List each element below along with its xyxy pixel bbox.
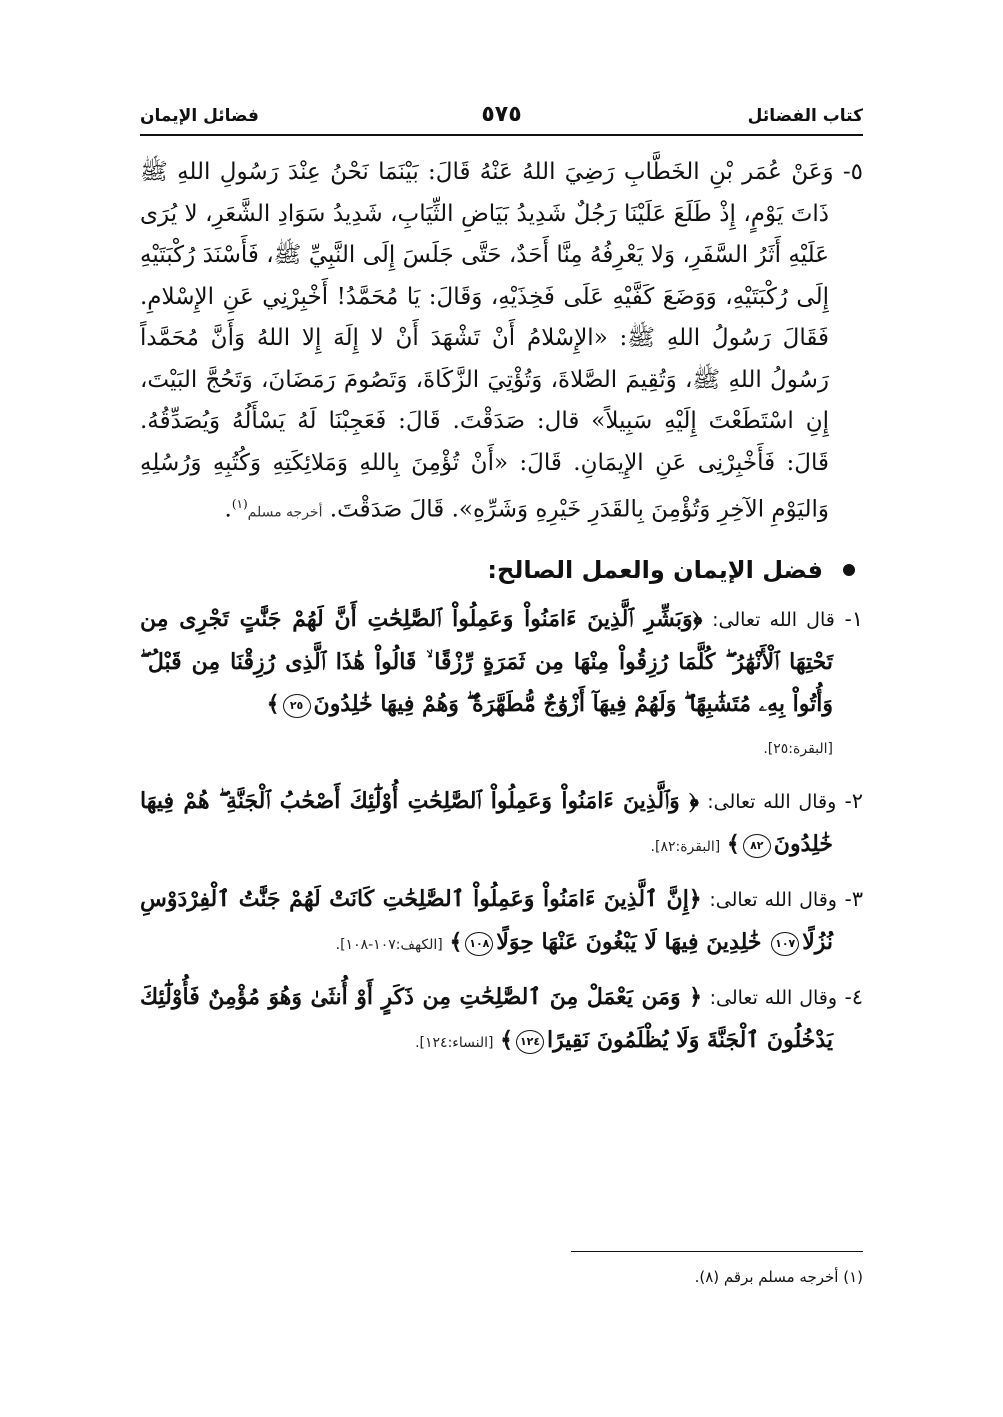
ayah-number-icon: ٢٥: [283, 694, 311, 718]
page-number: ٥٧٥: [481, 102, 522, 127]
verse-intro: وقال الله تعالى:: [709, 889, 837, 912]
footnote-rule: [571, 1251, 863, 1252]
hadith-paragraph: ٥- وَعَنْ عُمَر بْنِ الخَطَّابِ رَضِيَ اللهُ عَنْهُ قَالَ: بَيْنَمَا نَحْنُ عِنْدَ رَسُولِ اللهِ ﷺ ذَاتَ يَوْمٍ، إِذْ طَلَعَ عَلَيْنَا رَجُلٌ شَدِيدُ بَيَاضِ الثِّيَابِ، شَدِيدُ سَوَادِ الشَّعَرِ، لا يُرَى عَلَيْهِ أَثَرُ السَّفَرِ، وَلا يَعْرِفُهُ مِنَّا أَحَدٌ، حَتَّى جَلَسَ إِلَى النَّبِيِّ ﷺ، فَأَسْنَدَ رُكْبَتَيْهِ إِلَى رُكْبَتَيْهِ، وَوَضَعَ كَفَّيْهِ عَلَى فَخِذَيْهِ، وَقَالَ: يَا مُحَمَّدُ! أَخْبِرْنِي عَنِ الإِسْلامِ. فَقَالَ رَسُولُ اللهِ ﷺ: «الإِسْلامُ أَنْ تَشْهَدَ أَنْ لا إِلَهَ إِلا اللهُ وَأَنَّ مُحَمَّداً رَسُولُ اللهِ ﷺ، وَتُقِيمَ الصَّلاةَ، وَتُؤْتِيَ الزَّكَاةَ، وَتَصُومَ رَمَضَانَ، وَتَحُجَّ البَيْتَ، إِنِ اسْتَطَعْتَ إِلَيْهِ سَبِيلاً» قال: صَدَقْتَ. قَالَ: فَعَجِبْنَا لَهُ يَسْأَلُهُ وَيُصَدِّقُهُ. قَالَ: فَأَخْبِرْنِى عَنِ الإِيمَانِ. قَالَ: «أَنْ تُؤْمِنَ بِاللهِ وَمَلائِكَتِهِ وَكُتُبِهِ وَرُسُلِهِ وَاليَوْمِ الآخِرِ وَتُؤْمِنَ بِالقَدَرِ خَيْرِهِ وَشَرِّهِ». قَالَ صَدَقْتَ. أخرجه مسلم$^{(١)}$.: [140, 159, 864, 523]
verse-reference: [البقرة:٢٥].: [763, 741, 833, 758]
quran-text: ﴿وَبَشِّرِ ٱلَّذِينَ ءَامَنُواْ وَعَمِلُواْ ٱلصَّٰلِحَٰتِ أَنَّ لَهُمْ جَنَّٰتٍ تَجْرِى مِن تَحْتِهَا ٱلْأَنْهَٰرُ ۖ كُلَّمَا رُزِقُواْ مِنْهَا مِن ثَمَرَةٍ رِّزْقًا ۙ قَالُواْ هَٰذَا ٱلَّذِى رُزِقْنَا مِن قَبْلُ ۖ وَأُتُواْ بِهِۦ مُتَشَٰبِهًا ۖ وَلَهُمْ فِيهَآ أَزْوَٰجٌ مُّطَهَّرَةٌ ۖ وَهُمْ فِيهَا خَٰلِدُونَ: [140, 606, 833, 718]
verse-number: ١-: [844, 607, 864, 632]
verse-number: ٢-: [844, 789, 863, 814]
footnote-marker[interactable]: (١): [231, 497, 248, 511]
hadith-number: ٥-: [842, 159, 864, 185]
verse-item: [140, 780, 863, 868]
book-title: كتاب الفضائل: [747, 106, 863, 126]
quran-bracket: ﴾: [500, 1027, 514, 1054]
ayah-number-icon: ١٠٨: [465, 932, 493, 956]
verse-reference: [البقرة:٨٢].: [650, 839, 721, 856]
running-header: [140, 100, 863, 130]
quran-bracket: ﴾: [726, 831, 740, 858]
verse-item: [140, 878, 863, 966]
verse-item: [140, 976, 863, 1064]
header-rule: [140, 134, 863, 136]
bullet-icon: [843, 564, 855, 576]
verse-reference: [النساء:١٢٤].: [415, 1035, 494, 1052]
quran-text: ﴿إِنَّ ٱلَّذِينَ ءَامَنُواْ وَعَمِلُواْ ٱلصَّٰلِحَٰتِ كَانَتْ لَهُمْ جَنَّٰتُ ٱلْفِرْدَوْسِ نُزُلًا: [140, 886, 833, 956]
hadith-source: أخرجه مسلم: [247, 504, 323, 521]
verse-item: [140, 598, 863, 770]
section-title: فضل الإيمان والعمل الصالح:: [487, 556, 823, 585]
page-content: [140, 152, 863, 1074]
verse-intro: قال الله تعالى:: [712, 609, 835, 632]
ayah-number-icon: ٨٢: [743, 834, 771, 858]
verse-number: ٤-: [844, 985, 863, 1010]
verse-number: ٣-: [844, 887, 863, 912]
ayah-number-icon: ١٢٤: [516, 1030, 544, 1054]
footnote: (١) أخرجه مسلم برقم (٨).: [694, 1268, 863, 1286]
verse-intro: وقال الله تعالى:: [707, 791, 837, 814]
section-heading: [140, 552, 863, 588]
ayah-number-icon: ١٠٧: [771, 932, 799, 956]
quran-text: خَٰلِدِينَ فِيهَا لَا يَبْغُونَ عَنْهَا حِوَلًا: [496, 929, 762, 956]
verse-intro: وقال الله تعالى:: [709, 987, 838, 1010]
verse-reference: [الكهف:١٠٧-١٠٨].: [335, 937, 443, 954]
quran-text: ﴿ وَمَن يَعْمَلْ مِنَ ٱلصَّٰلِحَٰتِ مِن ذَكَرٍ أَوْ أُنثَىٰ وَهُوَ مُؤْمِنٌ فَأُوْلَٰٓئِكَ يَدْخُلُونَ ٱلْجَنَّةَ وَلَا يُظْلَمُونَ نَقِيرًا: [140, 984, 833, 1054]
quran-text: ﴿ وَٱلَّذِينَ ءَامَنُواْ وَعَمِلُواْ ٱلصَّٰلِحَٰتِ أُوْلَٰٓئِكَ أَصْحَٰبُ ٱلْجَنَّةِ ۖ هُمْ فِيهَا خَٰلِدُونَ: [140, 788, 833, 858]
quran-bracket: ﴾: [449, 929, 463, 956]
hadith-text: وَعَنْ عُمَر بْنِ الخَطَّابِ رَضِيَ اللهُ عَنْهُ قَالَ: بَيْنَمَا نَحْنُ عِنْدَ رَسُولِ اللهِ ﷺ ذَاتَ يَوْمٍ، إِذْ طَلَعَ عَلَيْنَا رَجُلٌ شَدِيدُ بَيَاضِ الثِّيَابِ، شَدِيدُ سَوَادِ الشَّعَرِ، لا يُرَى عَلَيْهِ أَثَرُ السَّفَرِ، وَلا يَعْرِفُهُ مِنَّا أَحَدٌ، حَتَّى جَلَسَ إِلَى النَّبِيِّ ﷺ، فَأَسْنَدَ رُكْبَتَيْهِ إِلَى رُكْبَتَيْهِ، وَوَضَعَ كَفَّيْهِ عَلَى فَخِذَيْهِ، وَقَالَ: يَا مُحَمَّدُ! أَخْبِرْنِي عَنِ الإِسْلامِ. فَقَالَ رَسُولُ اللهِ ﷺ: «الإِسْلامُ أَنْ تَشْهَدَ أَنْ لا إِلَهَ إِلا اللهُ وَأَنَّ مُحَمَّداً رَسُولُ اللهِ ﷺ، وَتُقِيمَ الصَّلاةَ، وَتُؤْتِيَ الزَّكَاةَ، وَتَصُومَ رَمَضَانَ، وَتَحُجَّ البَيْتَ، إِنِ اسْتَطَعْتَ إِلَيْهِ سَبِيلاً» قال: صَدَقْتَ. قَالَ: فَعَجِبْنَا لَهُ يَسْأَلُهُ وَيُصَدِّقُهُ. قَالَ: فَأَخْبِرْنِى عَنِ الإِيمَانِ. قَالَ: «أَنْ تُؤْمِنَ بِاللهِ وَمَلائِكَتِهِ وَكُتُبِهِ وَرُسُلِهِ وَاليَوْمِ الآخِرِ وَتُؤْمِنَ بِالقَدَرِ خَيْرِهِ وَشَرِّهِ». قَالَ صَدَقْتَ.: [140, 159, 834, 523]
chapter-title: فضائل الإيمان: [140, 106, 259, 126]
quran-bracket: ﴾: [266, 691, 280, 718]
